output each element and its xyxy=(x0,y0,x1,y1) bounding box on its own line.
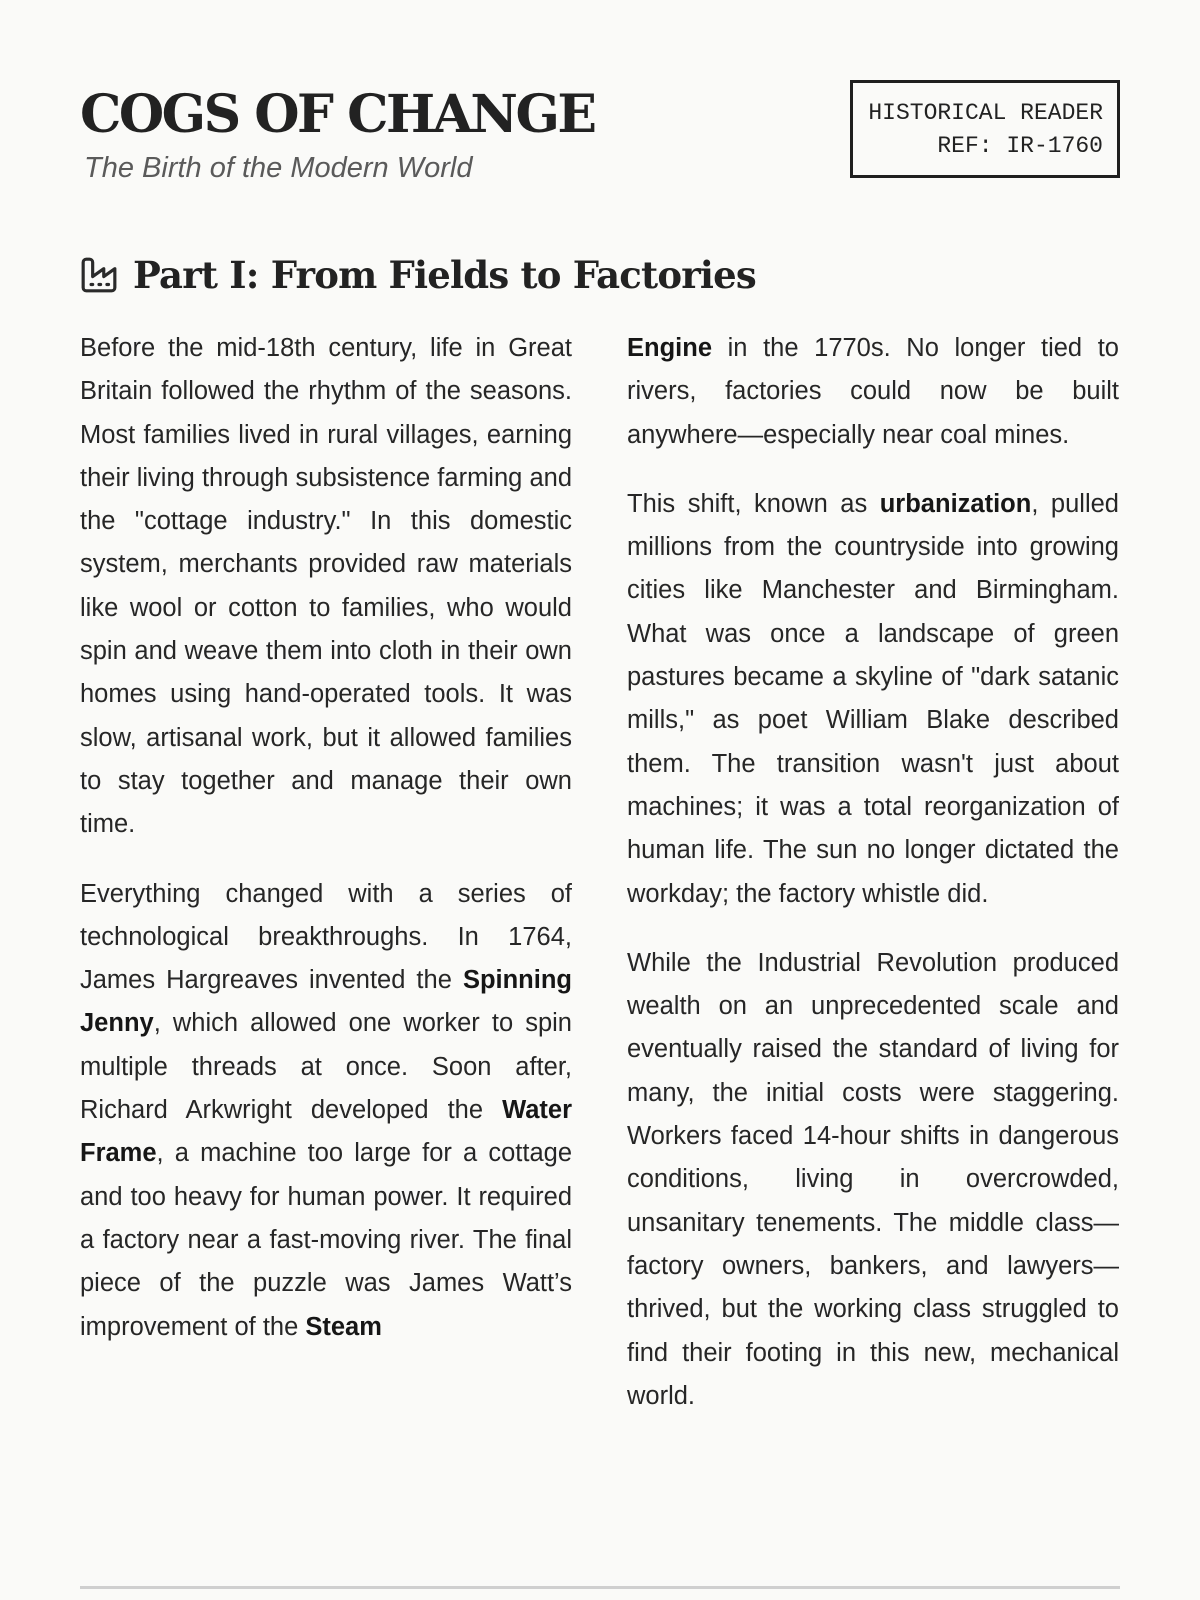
paragraph-2: Everything changed with a series of technological breakthroughs. In 1764, James Hargreaves invented the Spinning Jenny, which allowed one worker to spin multiple threads at once. Soon after, Richard Arkwright developed the Water Frame, a machine too large for a cottage and too heavy for human power. It required a factory near a fast-moving river. The final piece of the puzzle was James Watt’s improvement of the Steam xyxy=(80,879,572,1341)
article-column-left xyxy=(80,327,572,1375)
section-title: Part I: From Fields to Factories xyxy=(133,253,756,297)
term-urbanization: urbanization xyxy=(879,489,1032,518)
page-title: COGS OF CHANGE xyxy=(80,84,595,145)
paragraph-4: While the Industrial Revolution produced wealth on an unprecedented scale and eventually raised the standard of living for many, the initial costs were staggering. Workers faced 14-hour shifts in dangerous conditions, living in overcrowded, unsanitary tenements. The middle class—factory owners, bankers, and lawyers—thrived, but the working class struggled to find their footing in this new, mechanical world. xyxy=(627,948,1119,1410)
paragraph-1: Before the mid-18th century, life in Great Britain followed the rhythm of the seasons. Most families lived in rural villages, earning their living through subsistence farming and the "cottage industry." In this domestic system, merchants provided raw materials like wool or cotton to families, who would spin and weave them into cloth in their own homes using hand-operated tools. It was slow, artisanal work, but it allowed families to stay together and manage their own time. xyxy=(80,334,572,839)
reference-box xyxy=(850,80,1120,178)
paragraph-2-continued: Engine in the 1770s. No longer tied to rivers, factories could now be built anywhere—especially near coal mines. xyxy=(627,334,1119,449)
paragraph-3: This shift, known as urbanization, pulled millions from the countryside into growing cities like Manchester and Birmingham. What was once a landscape of green pastures became a skyline of "dark satanic mills," as poet William Blake described them. The transition wasn't just about machines; it was a total reorganization of human life. The sun no longer dictated the workday; the factory whistle did. xyxy=(627,489,1119,908)
header xyxy=(80,80,1120,190)
reference-label: HISTORICAL READER xyxy=(868,100,1103,126)
term-spinning-jenny: Spinning Jenny xyxy=(80,966,572,1038)
term-water-frame: Water Frame xyxy=(80,1096,572,1168)
footer-divider xyxy=(80,1586,1120,1589)
page-subtitle: The Birth of the Modern World xyxy=(84,152,473,184)
section-heading xyxy=(80,250,756,300)
factory-icon xyxy=(80,256,118,294)
term-steam-engine: Steam xyxy=(305,1312,382,1341)
article-column-right xyxy=(627,327,1119,1444)
reference-code: REF: IR-1760 xyxy=(937,133,1103,159)
